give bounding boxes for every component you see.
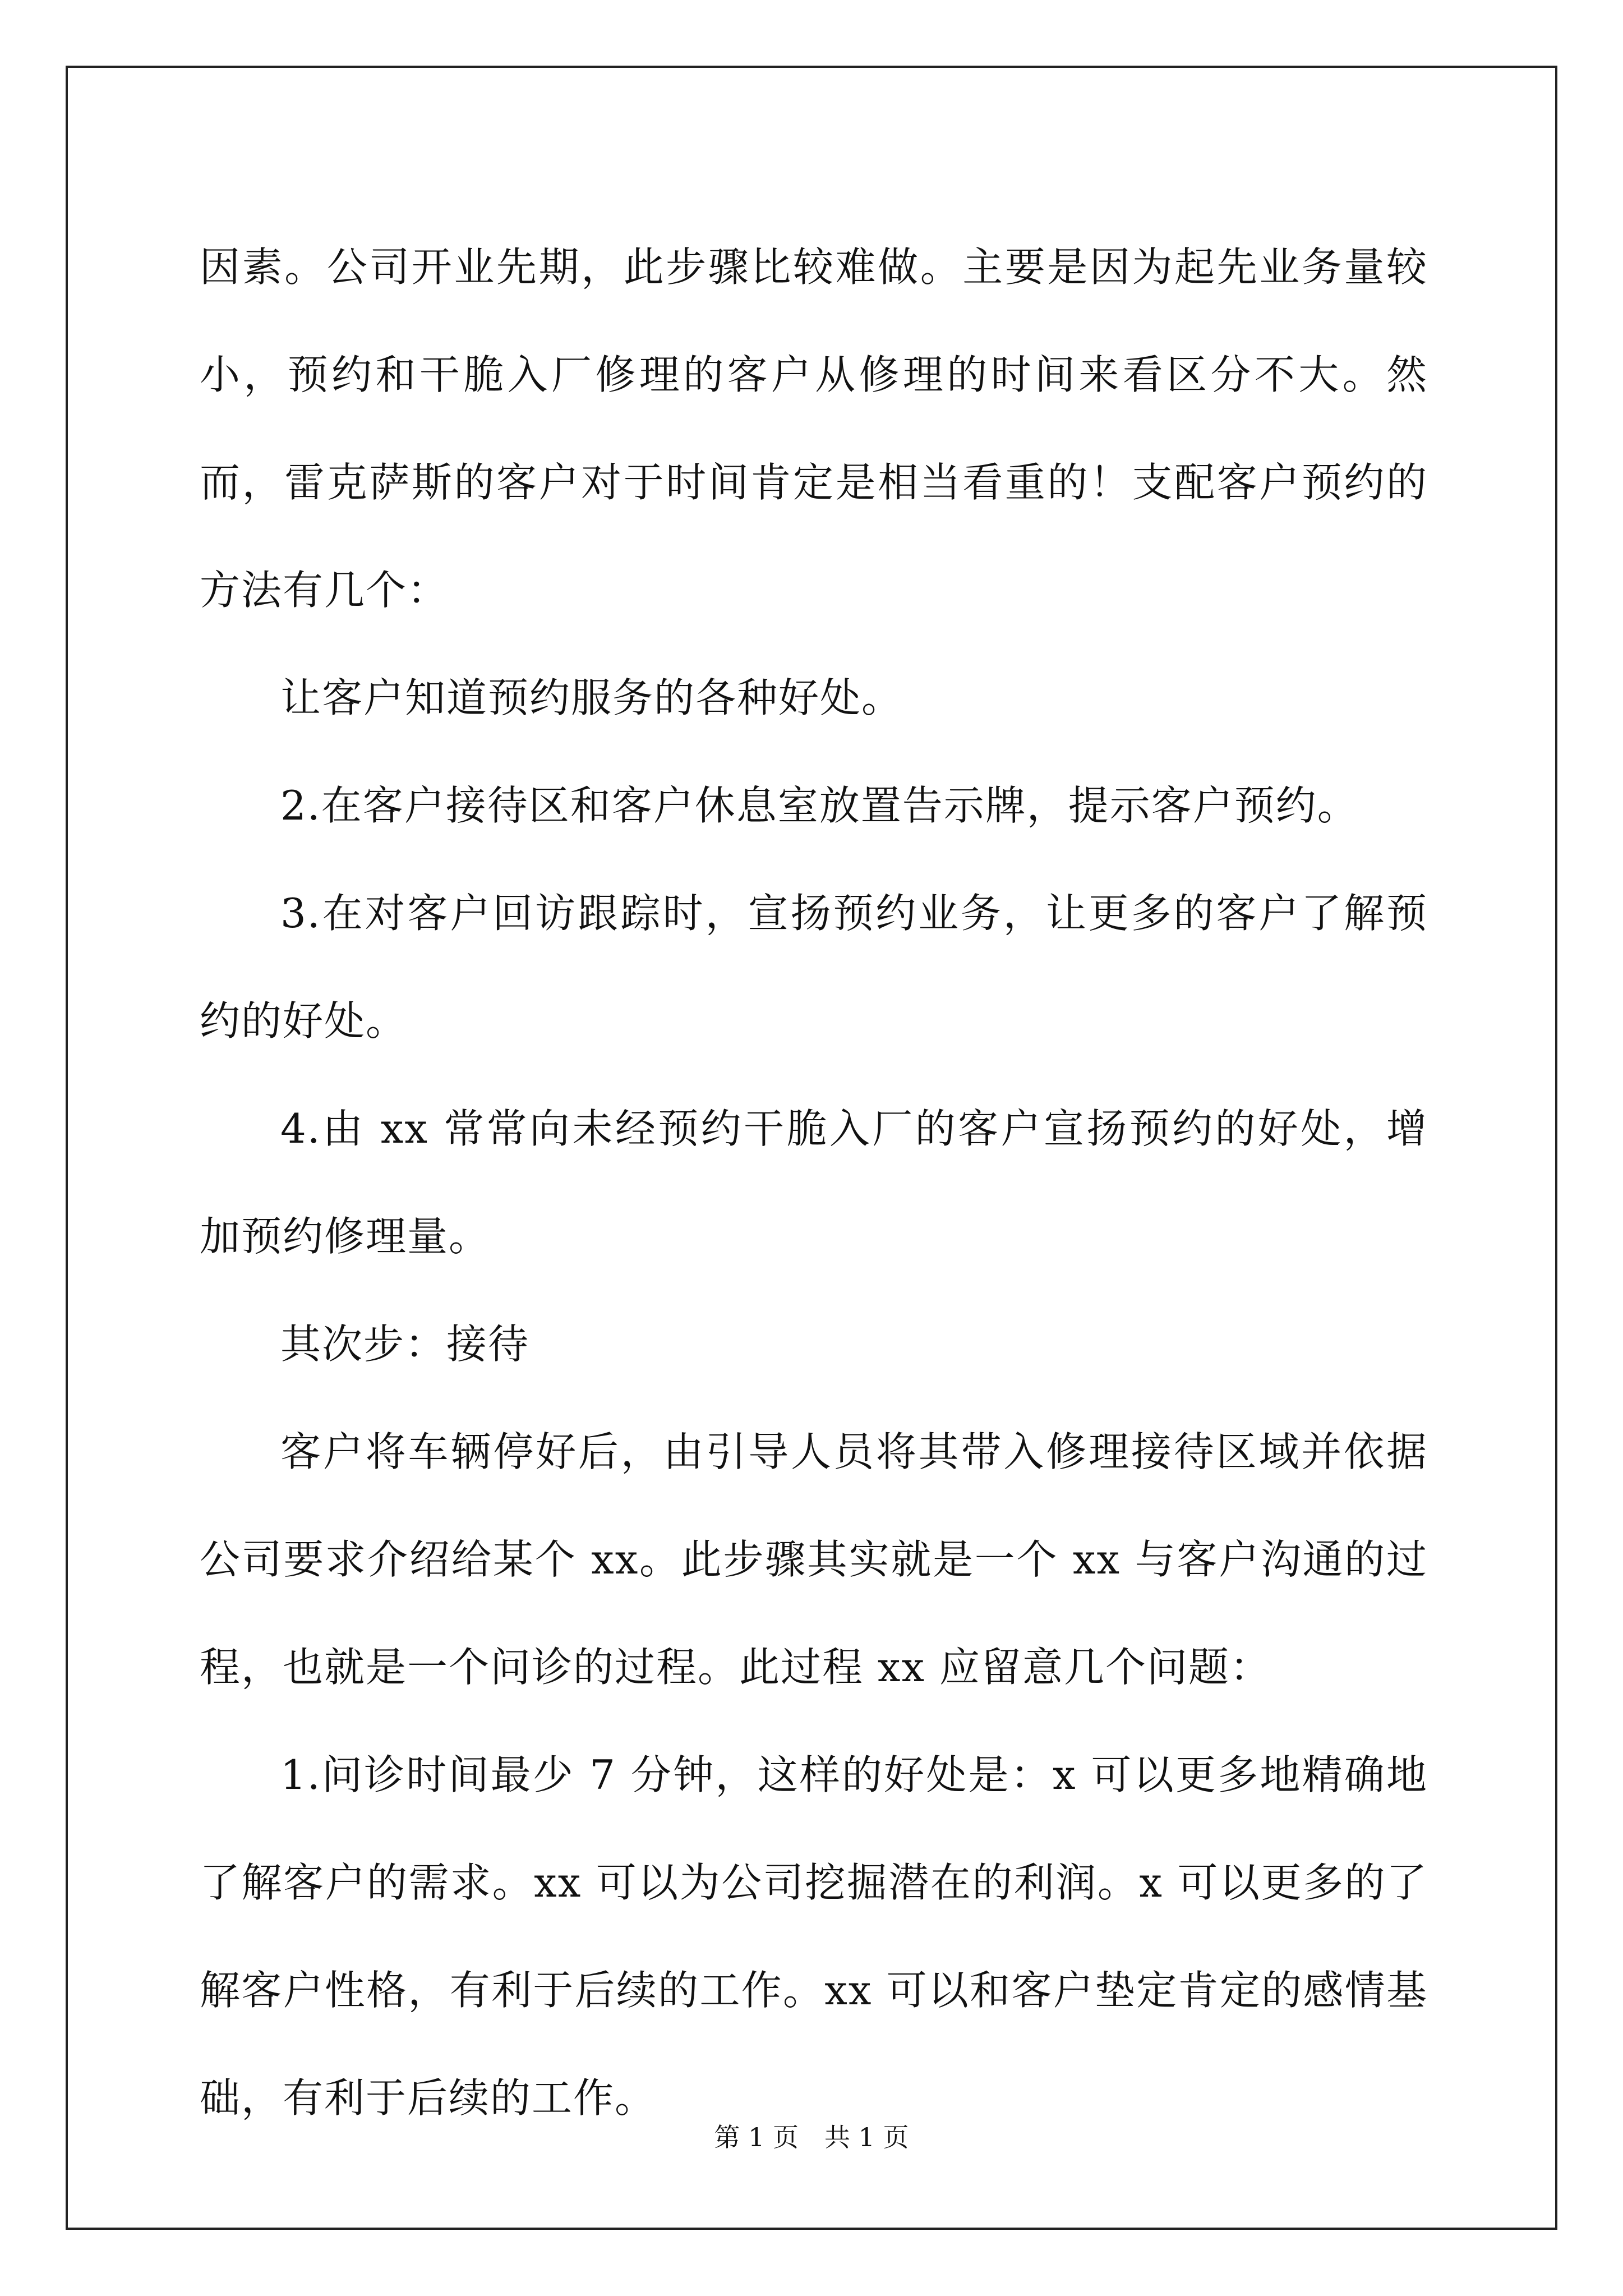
- paragraph-3: 2.在客户接待区和客户休息室放置告示牌，提示客户预约。: [280, 782, 1359, 829]
- section-heading: 其次步：接待: [280, 1320, 530, 1368]
- paragraph-1: 因素。公司开业先期，此步骤比较难做。主要是因为起先业务量较小，预约和干脆入厂修理的客户从修理的时间来看区分不大。然而，雷克萨斯的客户对于时间肯定是相当看重的！支配客户预约的方法有几个：: [200, 243, 1428, 614]
- paragraph-4: 3.在对客户回访跟踪时，宣扬预约业务，让更多的客户了解预约的好处。: [200, 890, 1428, 1045]
- page-footer: 第 1 页 共 1 页: [714, 2122, 909, 2152]
- document-body: [200, 213, 1428, 2152]
- paragraph-8: 1.问诊时间最少 7 分钟，这样的好处是：x 可以更多地精确地了解客户的需求。xx 可以为公司挖掘潜在的利润。x 可以更多的了解客户性格，有利于后续的工作。xx 可以和客户垫定肯定的感情基础，有利于后续的工作。: [200, 1751, 1428, 2122]
- paragraph-7: 客户将车辆停好后，由引导人员将其带入修理接待区域并依据公司要求介绍给某个 xx。此步骤其实就是一个 xx 与客户沟通的过程，也就是一个问诊的过程。此过程 xx 应留意几个问题：: [200, 1428, 1428, 1691]
- paragraph-2: 让客户知道预约服务的各种好处。: [280, 674, 903, 721]
- paragraph-5: 4.由 xx 常常向未经预约干脆入厂的客户宣扬预约的好处，增加预约修理量。: [200, 1105, 1428, 1260]
